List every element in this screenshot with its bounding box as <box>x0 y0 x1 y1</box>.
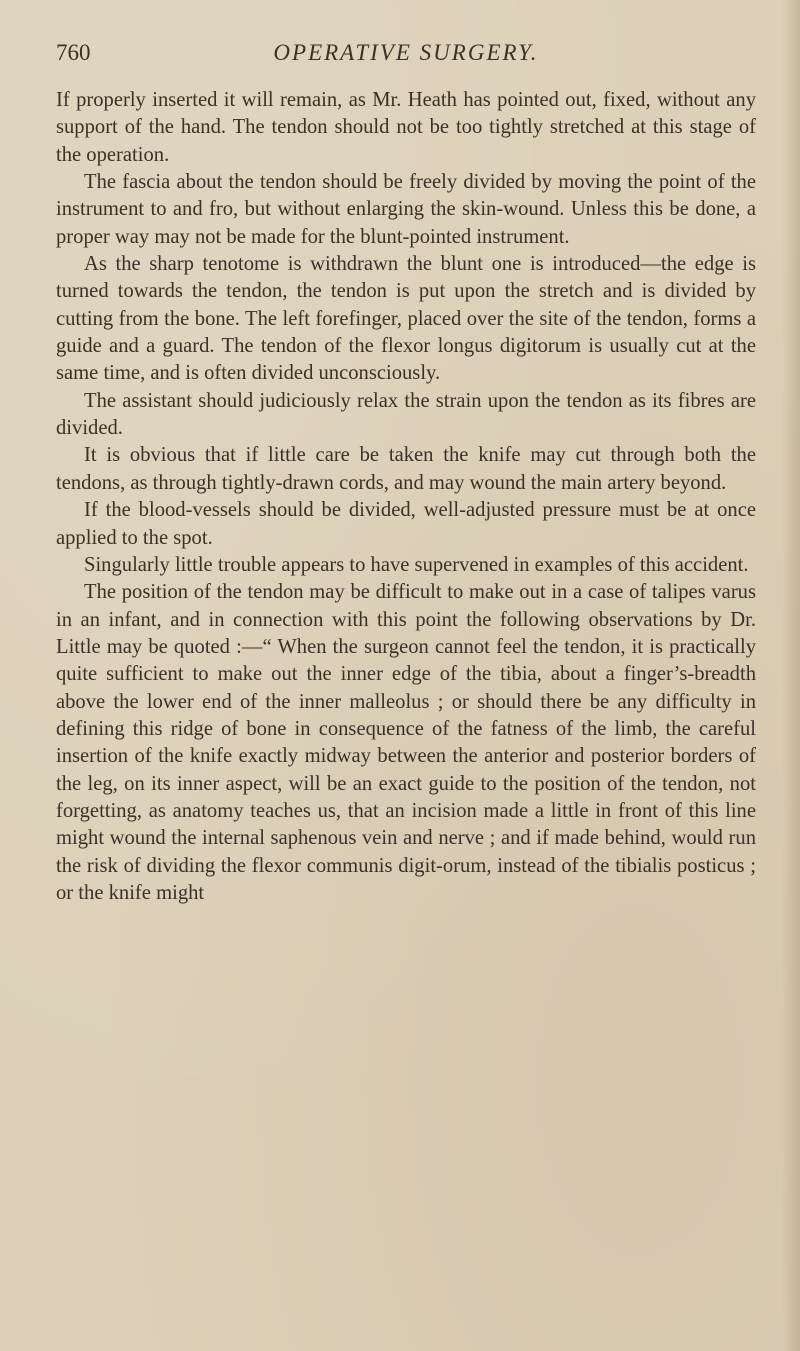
page-header <box>56 40 756 80</box>
paragraph: As the sharp tenotome is withdrawn the blunt one is introduced—the edge is turned towards the tendon, the tendon is put upon the stretch and is divided by cutting from the bone. The left forefinger, placed over the site of the tendon, forms a guide and a guard. The tendon of the flexor longus digitorum is usually cut at the same time, and is often divided unconsciously. <box>56 253 756 385</box>
paragraph: The fascia about the tendon should be freely divided by moving the point of the instrument to and fro, but without enlarging the skin-wound. Unless this be done, a proper way may not be made for the blunt-pointed instrument. <box>56 171 756 248</box>
paragraph: It is obvious that if little care be taken the knife may cut through both the tendons, as through tightly-drawn cords, and may wound the main artery beyond. <box>56 444 756 494</box>
page-edge-shadow <box>782 0 800 1351</box>
paragraph: The assistant should judiciously relax the strain upon the tendon as its fibres are divided. <box>56 389 756 440</box>
paragraph: If properly inserted it will remain, as Mr. Heath has pointed out, fixed, without any support of the hand. The tendon should not be too tightly stretched at this stage of the operation. <box>56 89 756 166</box>
paragraph: The position of the tendon may be difficult to make out in a case of talipes varus in an infant, and in connection with this point the following observations by Dr. Little may be quoted :—“ When the surgeon cannot feel the tendon, it is practically quite sufficient to make out the inner edge of the tibia, about a finger’s-breadth above the lower end of the inner malleolus ; or should there be any difficulty in defining this ridge of bone in consequence of the fatness of the limb, the careful insertion of the knife exactly midway between the anterior and posterior borders of the leg, on its inner aspect, will be an exact guide to the position of the tendon, not forgetting, as anatomy teaches us, that an incision made a little in front of this line might wound the internal saphenous vein and nerve ; and if made behind, would run the risk of dividing the flexor communis digit-orum, instead of the tibialis posticus ; or the knife might <box>56 581 756 904</box>
body-text <box>56 87 756 907</box>
running-head: OPERATIVE SURGERY. <box>273 40 539 65</box>
page-number: 760 <box>56 40 91 65</box>
paragraph: Singularly little trouble appears to have supervened in examples of this accident. <box>84 553 749 576</box>
paragraph: If the blood-vessels should be divided, well-adjusted pressure must be at once applied to the spot. <box>56 499 756 549</box>
